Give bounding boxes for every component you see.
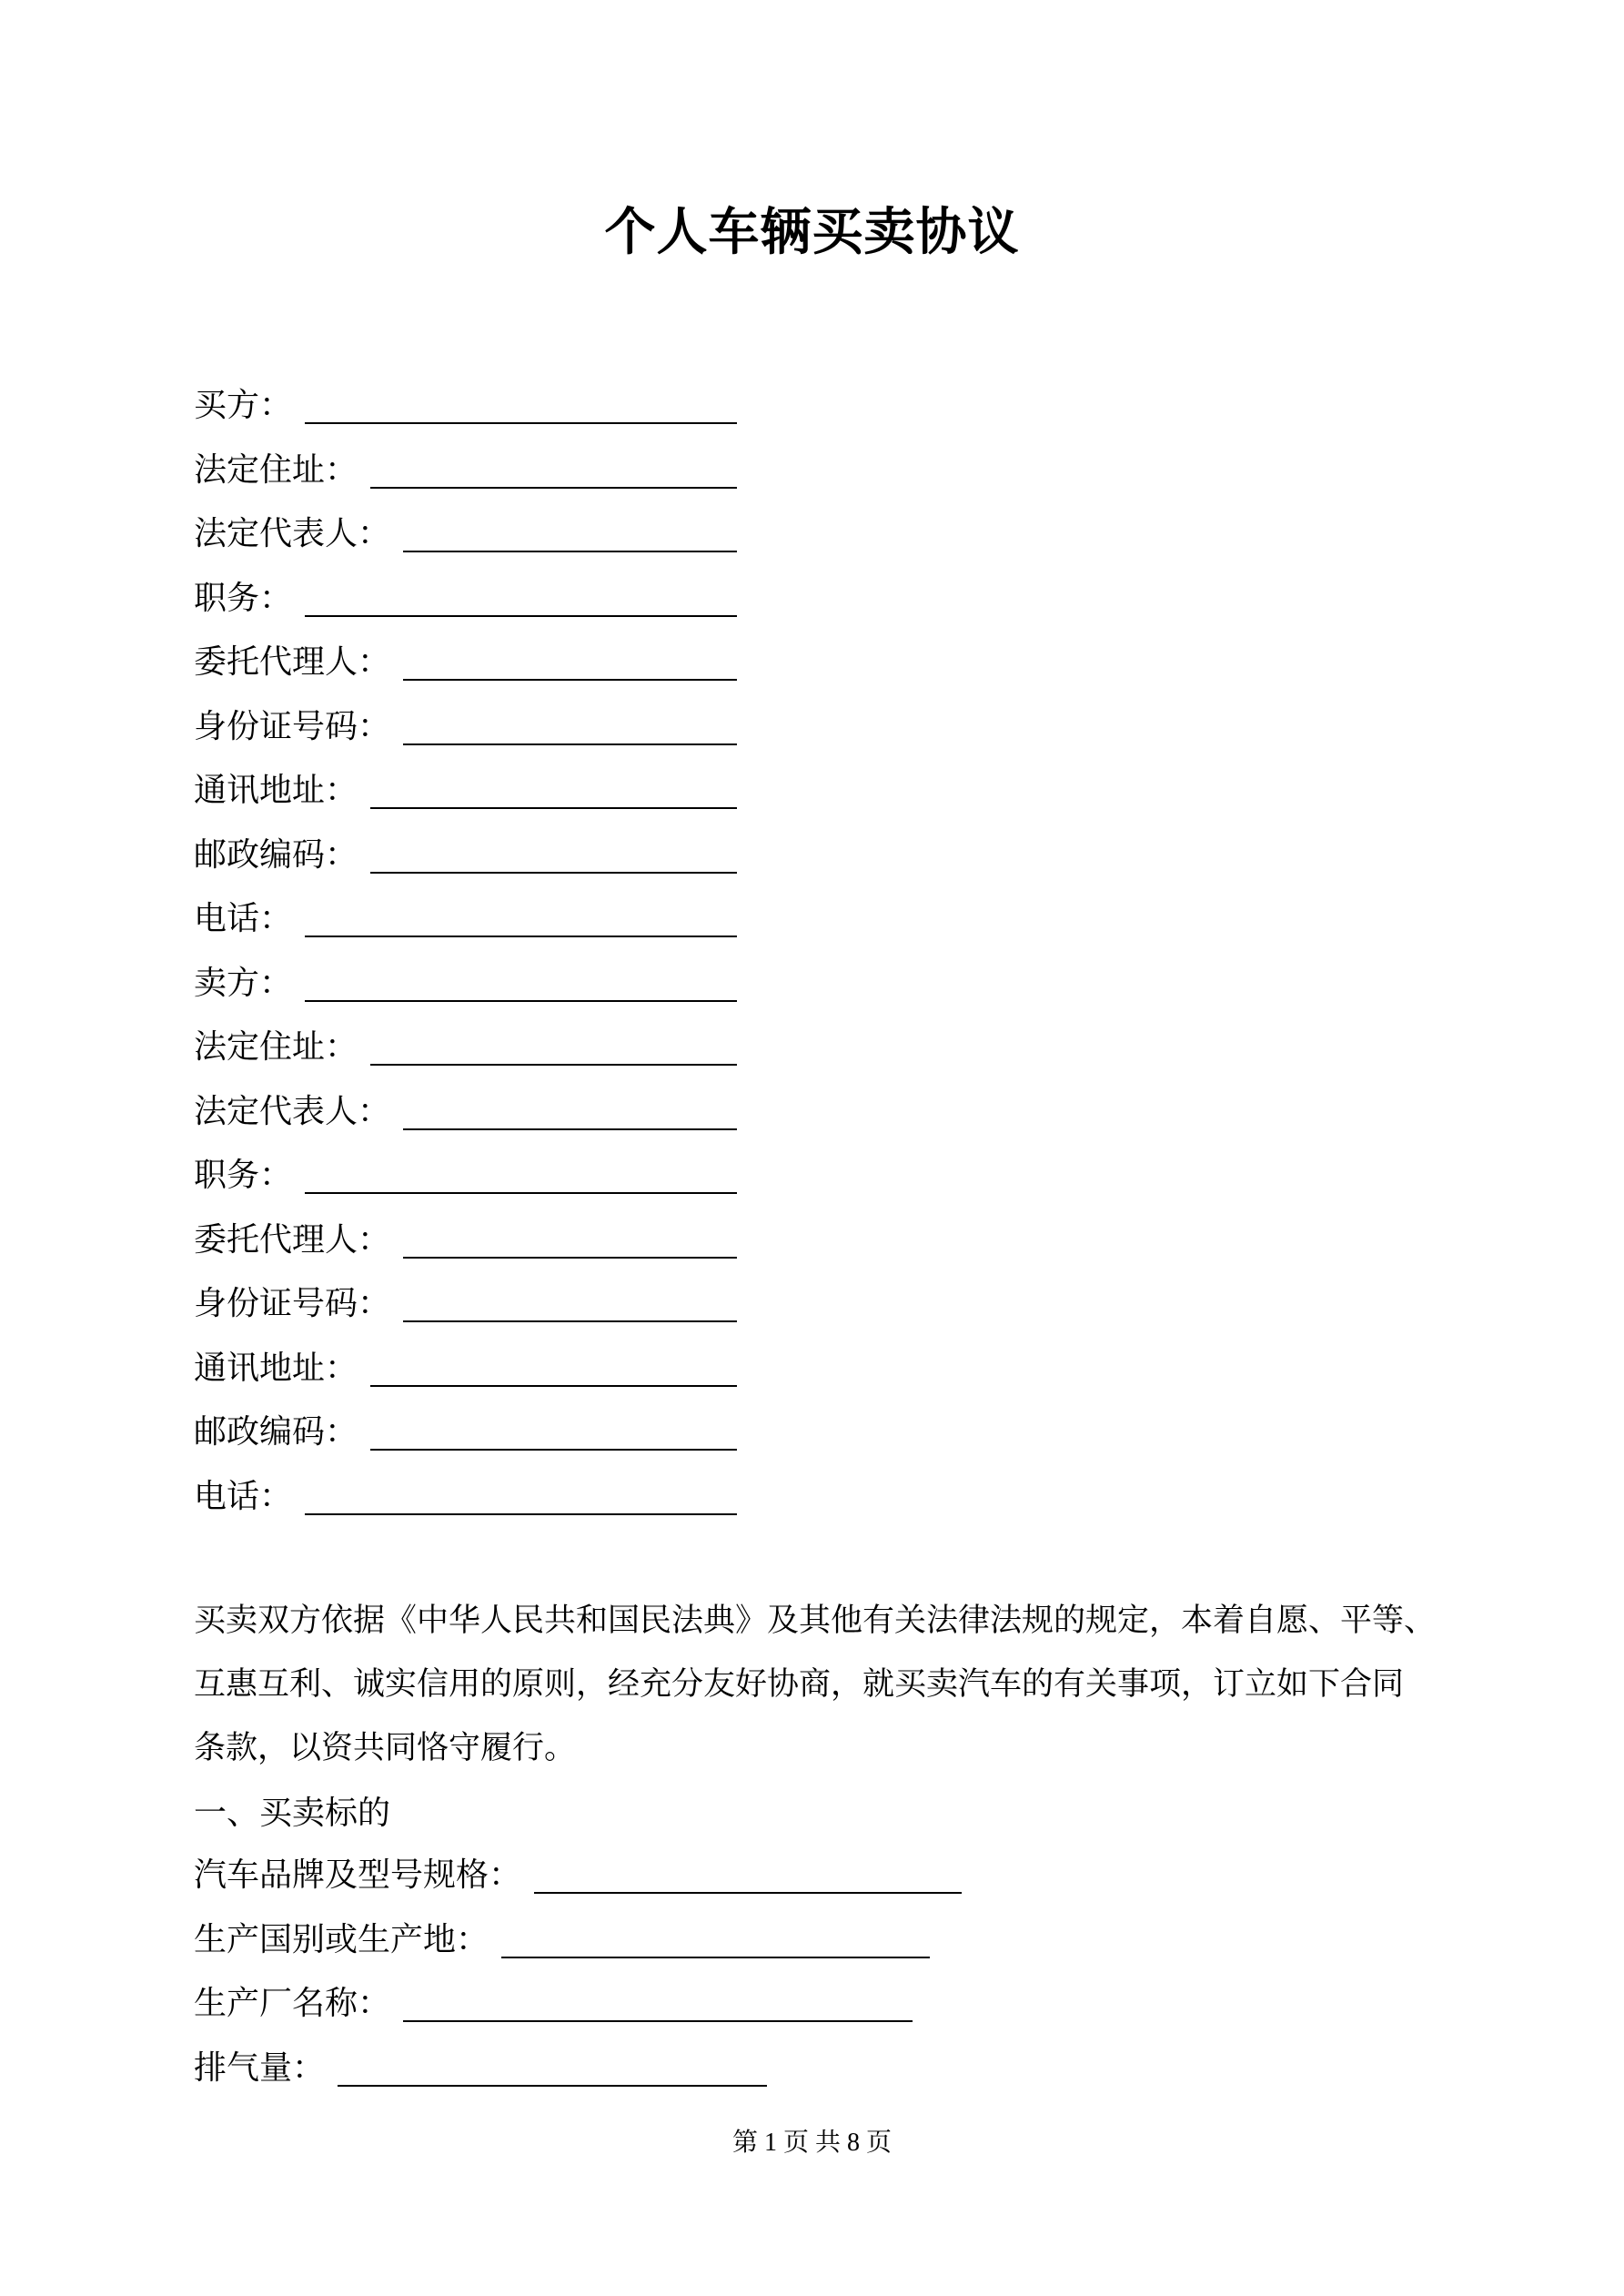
blank-line bbox=[534, 1856, 962, 1894]
field-row-engine-displacement bbox=[194, 2048, 767, 2087]
page-number: 第 1 页 共 8 页 bbox=[731, 2129, 892, 2157]
field-label: 汽车品牌及型号规格： bbox=[194, 1856, 522, 1893]
field-row-agent bbox=[194, 1220, 737, 1259]
preamble-line: 互惠互利、诚实信用的原则，经充分友好协商，就买卖汽车的有关事项，订立如下合同 bbox=[194, 1666, 1405, 1702]
blank-line bbox=[305, 386, 737, 424]
field-row-phone bbox=[194, 899, 737, 937]
blank-line bbox=[403, 642, 737, 681]
preamble-paragraph bbox=[194, 1589, 1437, 1780]
blank-line bbox=[403, 1092, 737, 1130]
blank-line bbox=[305, 964, 737, 1002]
field-row-legal-address bbox=[194, 450, 737, 489]
field-row-seller bbox=[194, 964, 737, 1002]
blank-line bbox=[403, 1220, 737, 1259]
blank-line bbox=[305, 1477, 737, 1515]
field-label: 邮政编码： bbox=[194, 836, 358, 873]
field-label: 职务： bbox=[194, 1157, 293, 1193]
field-row-phone bbox=[194, 1477, 737, 1515]
field-label: 职务： bbox=[194, 580, 293, 616]
blank-line bbox=[370, 835, 737, 874]
field-row-position bbox=[194, 579, 737, 617]
blank-line bbox=[305, 579, 737, 617]
field-row-legal-address bbox=[194, 1027, 737, 1066]
field-row-mailing-address bbox=[194, 1349, 737, 1387]
field-label: 生产国别或生产地： bbox=[194, 1921, 489, 1957]
field-label: 通讯地址： bbox=[194, 772, 358, 808]
field-label: 法定住址： bbox=[194, 1028, 358, 1065]
preamble-line: 买卖双方依据《中华人民共和国民法典》及其他有关法律法规的规定，本着自愿、平等、 bbox=[194, 1603, 1437, 1638]
blank-line bbox=[501, 1920, 930, 1958]
blank-line bbox=[403, 514, 737, 552]
field-label: 电话： bbox=[194, 1478, 293, 1514]
field-row-buyer bbox=[194, 386, 737, 424]
blank-line bbox=[370, 1412, 737, 1451]
field-row-agent bbox=[194, 642, 737, 681]
field-label: 邮政编码： bbox=[194, 1413, 358, 1450]
field-label: 排气量： bbox=[194, 2049, 326, 2086]
field-label: 买方： bbox=[194, 387, 293, 423]
blank-line bbox=[403, 707, 737, 745]
blank-line bbox=[403, 1984, 913, 2022]
preamble-line: 条款，以资共同恪守履行。 bbox=[194, 1730, 577, 1765]
field-row-postal-code bbox=[194, 1412, 737, 1451]
blank-line bbox=[305, 1156, 737, 1194]
blank-line bbox=[403, 1284, 737, 1322]
field-row-legal-representative bbox=[194, 514, 737, 552]
field-row-country-of-origin bbox=[194, 1920, 930, 1958]
field-label: 法定代表人： bbox=[194, 1093, 391, 1129]
section-heading: 一、买卖标的 bbox=[194, 1795, 391, 1831]
field-label: 身份证号码： bbox=[194, 708, 391, 744]
blank-line bbox=[370, 1027, 737, 1066]
field-row-position bbox=[194, 1156, 737, 1194]
field-label: 身份证号码： bbox=[194, 1285, 391, 1321]
field-label: 卖方： bbox=[194, 965, 293, 1001]
field-label: 委托代理人： bbox=[194, 1221, 391, 1258]
page-title: 个人车辆买卖协议 bbox=[604, 205, 1020, 261]
field-row-manufacturer bbox=[194, 1984, 913, 2022]
blank-line bbox=[338, 2048, 767, 2087]
field-row-legal-representative bbox=[194, 1092, 737, 1130]
field-label: 委托代理人： bbox=[194, 643, 391, 680]
blank-line bbox=[370, 450, 737, 489]
field-row-mailing-address bbox=[194, 771, 737, 809]
field-label: 电话： bbox=[194, 900, 293, 936]
field-label: 法定住址： bbox=[194, 451, 358, 488]
field-label: 通讯地址： bbox=[194, 1350, 358, 1386]
field-label: 法定代表人： bbox=[194, 515, 391, 551]
blank-line bbox=[305, 899, 737, 937]
field-row-brand-model bbox=[194, 1856, 962, 1894]
blank-line bbox=[370, 1349, 737, 1387]
field-row-id-number bbox=[194, 1284, 737, 1322]
field-row-postal-code bbox=[194, 835, 737, 874]
field-label: 生产厂名称： bbox=[194, 1985, 391, 2021]
blank-line bbox=[370, 771, 737, 809]
field-row-id-number bbox=[194, 707, 737, 745]
